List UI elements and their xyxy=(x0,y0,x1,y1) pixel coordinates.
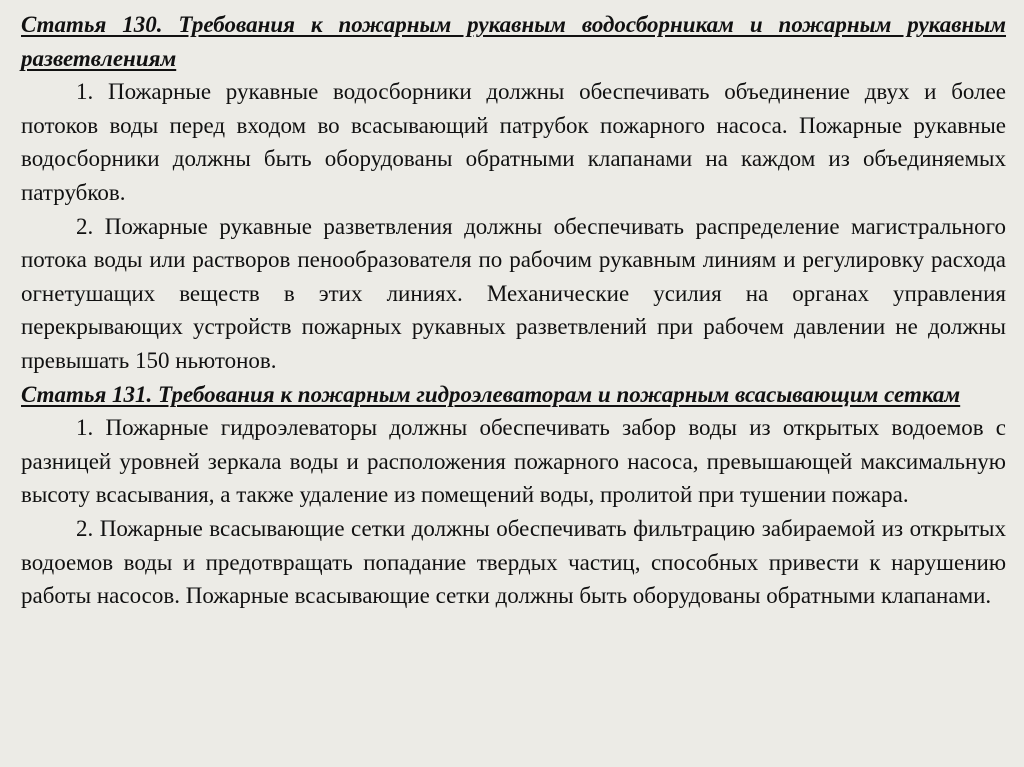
article-131-paragraph-1: 1. Пожарные гидроэлеваторы должны обеспечивать забор воды из открытых водоемов с разницей уровней зеркала воды и расположения пожарного насоса, превышающей максимальную высоту всасывания, а также удаление из помещений воды, пролитой при тушении пожара. xyxy=(21,415,1006,508)
article-131-paragraph-2: 2. Пожарные всасывающие сетки должны обеспечивать фильтрацию забираемой из открытых водоемов воды и предотвращать попадание твердых частиц, способных привести к нарушению работы насосов. Пожарные всасывающие сетки должны быть оборудованы обратными клапанами. xyxy=(21,515,1006,609)
article-131-title: Статья 131. Требования к пожарным гидроэлеваторам и пожарным всасывающим сеткам xyxy=(21,381,961,407)
article-130-paragraph-2: 2. Пожарные рукавные разветвления должны обеспечивать распределение магистрального потока воды или растворов пенообразователя по рабочим рукавным линиям и регулировку расхода огнетушащих веществ в этих линиях. Механические усилия на органах управления перекрывающих устройств пожарных рукавных разветвлений при рабочем давлении не должны превышать 150 ньютонов. xyxy=(21,213,1006,373)
article-130-title: Статья 130. Требования к пожарным рукавным водосборникам и пожарным рукавным разветвлениям xyxy=(21,12,1006,71)
article-130 xyxy=(21,8,1006,378)
document-body xyxy=(21,8,1006,613)
article-131 xyxy=(21,378,1006,613)
article-130-paragraph-1: 1. Пожарные рукавные водосборники должны обеспечивать объединение двух и более потоков воды перед входом во всасывающий патрубок пожарного насоса. Пожарные рукавные водосборники должны быть оборудованы обратными клапанами на каждом из объединяемых патрубков. xyxy=(21,79,1006,205)
